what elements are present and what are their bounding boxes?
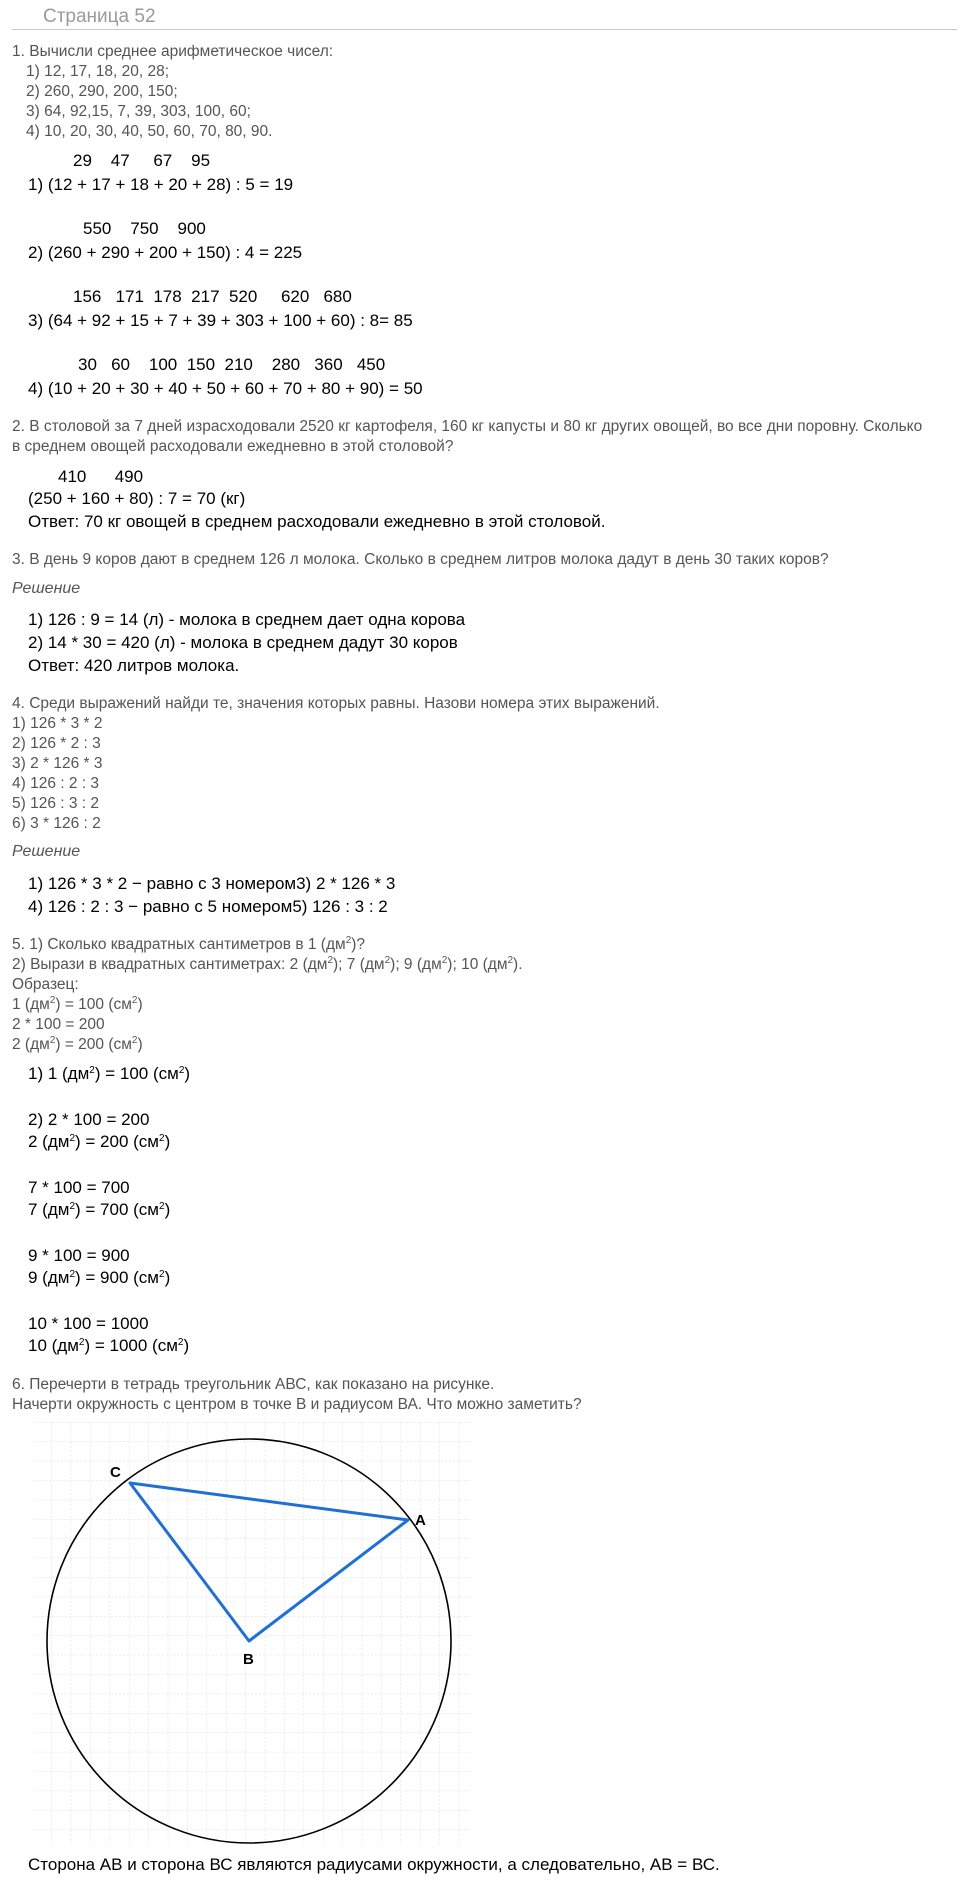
- point-c-label: C: [110, 1464, 121, 1481]
- task4-item: 4) 126 : 2 : 3: [12, 775, 100, 792]
- point-b-label: B: [243, 1651, 254, 1668]
- task1-solution-4: 4) (10 + 20 + 30 + 40 + 50 + 60 + 70 + 80 + 90) = 50: [28, 379, 423, 398]
- task1-item: 4) 10, 20, 30, 40, 50, 60, 70, 80, 90.: [26, 123, 273, 140]
- task2-answer: Ответ: 70 кг овощей в среднем расходовали ежедневно в этой столовой.: [28, 512, 606, 531]
- task4-item: 1) 126 * 3 * 2: [12, 715, 103, 732]
- task5-answer-2: 2 $(дм^2) = 200$ $(см^2)$: [28, 1132, 171, 1151]
- task5-answer-4: 9 $(дм^2) = 900$ $(см^2)$: [28, 1268, 171, 1287]
- task6-question-line1: 6. Перечерти в тетрадь треугольник АВС, как показано на рисунке.: [12, 1376, 495, 1393]
- point-a-label: A: [415, 1512, 426, 1529]
- task1-item: 1) 12, 17, 18, 20, 28;: [26, 63, 170, 80]
- task1-partials-1: 29 47 67 95: [73, 151, 211, 170]
- circle-triangle-diagram: [32, 1422, 472, 1847]
- task1-partials-2: 550 750 900: [83, 219, 206, 238]
- task4-solution-label: Решение: [12, 843, 81, 860]
- task5-sample-3: 2 $(дм^2) = 200$ $(см^2)$: [12, 1035, 143, 1053]
- task5-calc-2: 2) 2 * 100 = 200: [28, 1110, 150, 1129]
- task4-item: 6) 3 * 126 : 2: [12, 815, 101, 832]
- task1-item: 3) 64, 92,15, 7, 39, 303, 100, 60;: [26, 103, 251, 120]
- task5-calc-5: 10 * 100 = 1000: [28, 1314, 149, 1333]
- task5-answer-3: 7 $(дм^2) = 700$ $(см^2)$: [28, 1200, 171, 1219]
- task4-item: 2) 126 * 2 : 3: [12, 735, 101, 752]
- task5-question-line2: 2) Вырази в квадратных сантиметрах: 2 $(дм^2)$; 7 $(дм^2)$; 9 $(дм^2)$; 10 $(дм^2)$.: [12, 955, 523, 973]
- grid-background: [34, 1422, 470, 1845]
- task2-partials: 410 490: [58, 467, 144, 486]
- task5-answer-5: 10 $(дм^2) = 1000$ $(см^2)$: [28, 1336, 190, 1355]
- task3-line-1: 1) 126 : 9 = 14 (л) - молока в среднем дает одна корова: [28, 610, 466, 629]
- task1-solution-3: 3) (64 + 92 + 15 + 7 + 39 + 303 + 100 + 60) : 8= 85: [28, 311, 413, 330]
- task1-item: 2) 260, 290, 200, 150;: [26, 83, 178, 100]
- task1-partials-4: 30 60 100 150 210 280 360 450: [78, 355, 386, 374]
- task2-question-line2: в среднем овощей расходовали ежедневно в этой столовой?: [12, 438, 454, 455]
- task5-question-line1: 5. 1) Сколько квадратных сантиметров в 1 $(дм^2)$?: [12, 935, 366, 953]
- page-title: Страница 52: [43, 6, 156, 27]
- task2-expression: (250 + 160 + 80) : 7 = 70 (кг): [28, 489, 246, 508]
- task4-item: 5) 126 : 3 : 2: [12, 795, 100, 812]
- task3-question: 3. В день 9 коров дают в среднем 126 л молока. Сколько в среднем литров молока дадут в день 30 таких коров?: [12, 551, 829, 568]
- task5-sample-label: Образец:: [12, 976, 79, 993]
- task2-question-line1: 2. В столовой за 7 дней израсходовали 2520 кг картофеля, 160 кг капусты и 80 кг других овощей, во все дни поровну. Сколько: [12, 418, 923, 435]
- task1-solution-2: 2) (260 + 290 + 200 + 150) : 4 = 225: [28, 243, 303, 262]
- task5-answer-1: 1) 1 $(дм^2) = 100$ $(см^2)$: [28, 1064, 191, 1083]
- geometry-figure: [32, 1422, 472, 1852]
- task4-line-2: 4) 126 : 2 : 3 − равно с 5 номером5) 126 : 3 : 2: [28, 897, 388, 916]
- task1-solution-1: 1) (12 + 17 + 18 + 20 + 28) : 5 = 19: [28, 175, 294, 194]
- task6-answer: Сторона АВ и сторона ВС являются радиусами окружности, а следовательно, АВ = ВС.: [28, 1855, 720, 1874]
- task4-item: 3) 2 * 126 * 3: [12, 755, 103, 772]
- task3-answer: Ответ: 420 литров молока.: [28, 656, 240, 675]
- task5-sample-1: 1 $(дм^2) = 100$ $(см^2)$: [12, 995, 143, 1013]
- task6-question-line2: Начерти окружность с центром в точке В и радиусом ВА. Что можно заметить?: [12, 1396, 582, 1413]
- page-header: [12, 4, 957, 30]
- task5-calc-4: 9 * 100 = 900: [28, 1246, 130, 1265]
- task5-calc-3: 7 * 100 = 700: [28, 1178, 130, 1197]
- task5-sample-2: 2 * 100 = 200: [12, 1016, 105, 1033]
- task4-line-1: 1) 126 * 3 * 2 − равно с 3 номером3) 2 * 126 * 3: [28, 874, 396, 893]
- task1-question: 1. Вычисли среднее арифметическое чисел:: [12, 43, 334, 60]
- task1-partials-3: 156 171 178 217 520 620 680: [73, 287, 352, 306]
- task4-question: 4. Среди выражений найди те, значения которых равны. Назови номера этих выражений.: [12, 695, 660, 712]
- task3-solution-label: Решение: [12, 580, 81, 597]
- task3-line-2: 2) 14 * 30 = 420 (л) - молока в среднем дадут 30 коров: [28, 633, 458, 652]
